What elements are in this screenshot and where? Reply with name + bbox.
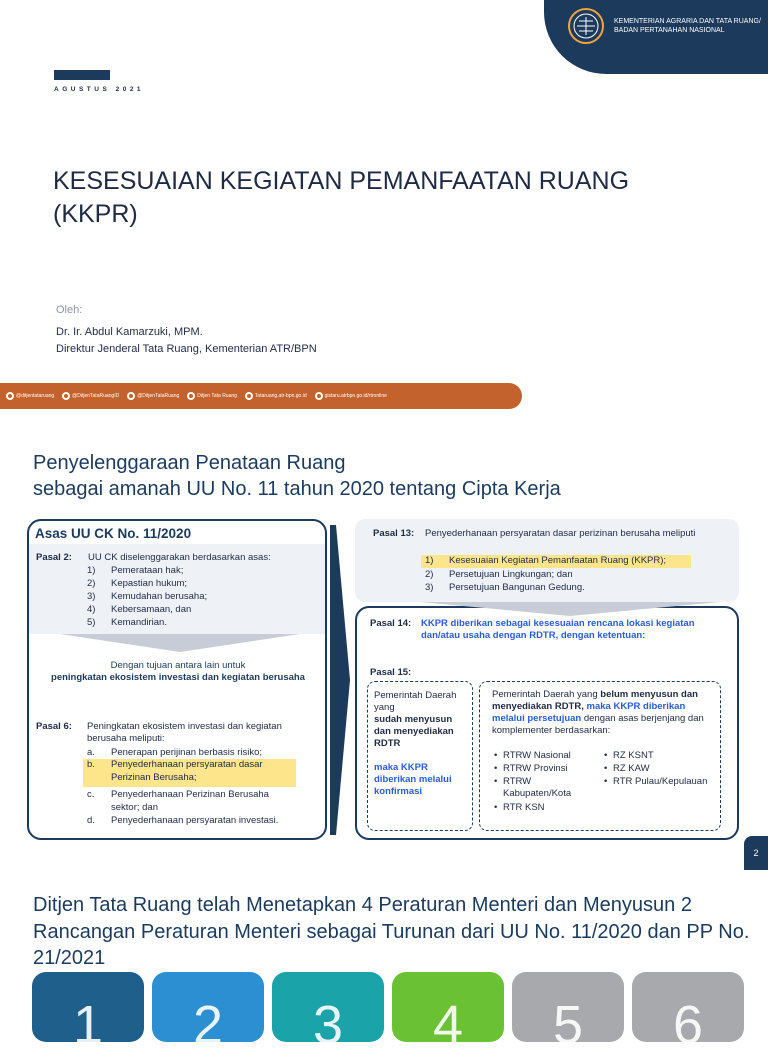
social-website[interactable]: Tataruang.atr-bpn.go.id	[245, 392, 307, 400]
basis-list-item: • RTRW Nasional	[503, 750, 571, 762]
pasal2-item: 5) Kemandirian.	[87, 617, 167, 628]
social-instagram[interactable]: @ditjentataruang	[6, 392, 54, 400]
flow-arrow-icon	[330, 525, 350, 835]
content-slide-kkpr	[0, 430, 768, 860]
presentation-date: AGUSTUS 2021	[54, 86, 145, 93]
pasal2-item: 3) Kemudahan berusaha;	[87, 591, 208, 602]
regulation-card-6[interactable]: 6	[632, 972, 744, 1042]
twitter-icon	[127, 392, 135, 400]
slide-title: Ditjen Tata Ruang telah Menetapkan 4 Peraturan Menteri dan Menyusun 2 Rancangan Peraturan Menteri sebagai Turunan dari UU No. 11/2020 dan PP No. 21/2021	[33, 894, 750, 969]
pasal14-label: Pasal 14:	[370, 618, 412, 629]
pasal13-text: Penyederhanaan persyaratan dasar perizinan berusaha meliputi	[425, 528, 696, 539]
pasal14-text: KKPR diberikan sebagai kesesuaian rencana lokasi kegiatan dan/atau usaha dengan RDTR, dengan ketentuan:	[421, 618, 695, 641]
basis-list-item: • RZ KAW	[613, 763, 650, 775]
author-title: Direktur Jenderal Tata Ruang, Kementerian ATR/BPN	[56, 343, 317, 355]
pasal6-text: Peningkatan ekosistem investasi dan kegiatan berusaha meliputi:	[87, 721, 282, 744]
facebook-icon	[62, 392, 70, 400]
tujuan-text: Dengan tujuan antara lain untuk	[110, 660, 246, 671]
social-gistaru[interactable]: gistaru.atrbpn.go.id/rtronline	[315, 392, 387, 400]
globe-icon	[245, 392, 253, 400]
social-media-bar	[0, 383, 522, 409]
basis-list-item: • RTRW Provinsi	[503, 763, 568, 775]
pasal13-label: Pasal 13:	[373, 528, 415, 539]
pasal2-label: Pasal 2:	[36, 552, 72, 563]
pasal13-item: 3) Persetujuan Bangunan Gedung.	[425, 582, 585, 593]
rdtr-available-text: Pemerintah Daerah yang sudah menyusun dan menyediakan RDTR maka KKPR diberikan melalui konfirmasi	[374, 690, 457, 797]
social-youtube[interactable]: Ditjen Tata Ruang	[187, 392, 237, 400]
regulation-card-3[interactable]: 3	[272, 972, 384, 1042]
pasal15-label: Pasal 15:	[370, 667, 412, 678]
pasal6-item: a. Penerapan perijinan berbasis risiko;	[87, 747, 263, 758]
pasal13-item: 2) Persetujuan Lingkungan; dan	[425, 569, 573, 580]
regulations-slide	[0, 872, 768, 1055]
funnel-arrow-icon	[60, 634, 300, 652]
pasal2-item: 1) Pemerataan hak;	[87, 565, 184, 576]
basis-list-item: • RZ KSNT	[613, 750, 654, 762]
ministry-logo-icon	[567, 7, 605, 45]
pasal6-label: Pasal 6:	[36, 721, 72, 732]
pasal6-item-highlight: b. Penyederhanaan persyaratan dasar Perizinan Berusaha;	[83, 759, 296, 787]
page-number: 2	[744, 836, 768, 870]
regulation-card-1[interactable]: 1	[32, 972, 144, 1042]
rdtr-unavailable-text: Pemerintah Daerah yang belum menyusun dan menyediakan RDTR, maka KKPR diberikan melalui persetujuan dengan asas berjenjang dan komplementer berdasarkan:	[492, 689, 704, 736]
funnel-arrow-icon	[420, 602, 720, 616]
pasal2-text: UU CK diselenggarakan berdasarkan asas:	[88, 552, 271, 563]
pasal2-item: 2) Kepastian hukum;	[87, 578, 188, 589]
title-slide	[0, 0, 768, 416]
basis-list-item: • RTRW Kabupaten/Kota	[503, 776, 593, 800]
presentation-title: KESESUAIAN KEGIATAN PEMANFAATAN RUANG (KKPR)	[53, 167, 630, 228]
basis-list-item: • RTR Pulau/Kepulauan	[613, 776, 713, 788]
pasal6-item: d. Penyederhanaan persyaratan investasi.	[87, 815, 279, 826]
pasal6-item: c. Penyederhanaan Perizinan Berusaha sektor; dan	[87, 789, 269, 813]
basis-list-item: • RTR KSN	[503, 802, 545, 814]
ministry-name: KEMENTERIAN AGRARIA DAN TATA RUANG/ BADAN PERTANAHAN NASIONAL	[614, 18, 761, 34]
asas-title: Asas UU CK No. 11/2020	[35, 526, 192, 541]
accent-bar	[54, 70, 110, 80]
social-facebook[interactable]: @DitjenTataRuangID	[62, 392, 119, 400]
by-label: Oleh:	[56, 304, 83, 316]
regulation-card-5[interactable]: 5	[512, 972, 624, 1042]
social-twitter[interactable]: @DitjenTataRuang	[127, 392, 179, 400]
youtube-icon	[187, 392, 195, 400]
instagram-icon	[6, 392, 14, 400]
author-name: Dr. Ir. Abdul Kamarzuki, MPM.	[56, 326, 203, 338]
pasal13-item-highlight: 1) Kesesuaian Kegiatan Pemanfaatan Ruang (KKPR);	[421, 555, 691, 568]
slide-title: Penyelenggaraan Penataan Ruang sebagai amanah UU No. 11 tahun 2020 tentang Cipta Kerja	[33, 452, 561, 500]
pasal2-item: 4) Kebersamaan, dan	[87, 604, 192, 615]
tujuan-emphasis: peningkatan ekosistem investasi dan kegiatan berusaha	[51, 672, 305, 683]
globe-icon	[315, 392, 323, 400]
regulation-card-2[interactable]: 2	[152, 972, 264, 1042]
regulation-card-4[interactable]: 4	[392, 972, 504, 1042]
